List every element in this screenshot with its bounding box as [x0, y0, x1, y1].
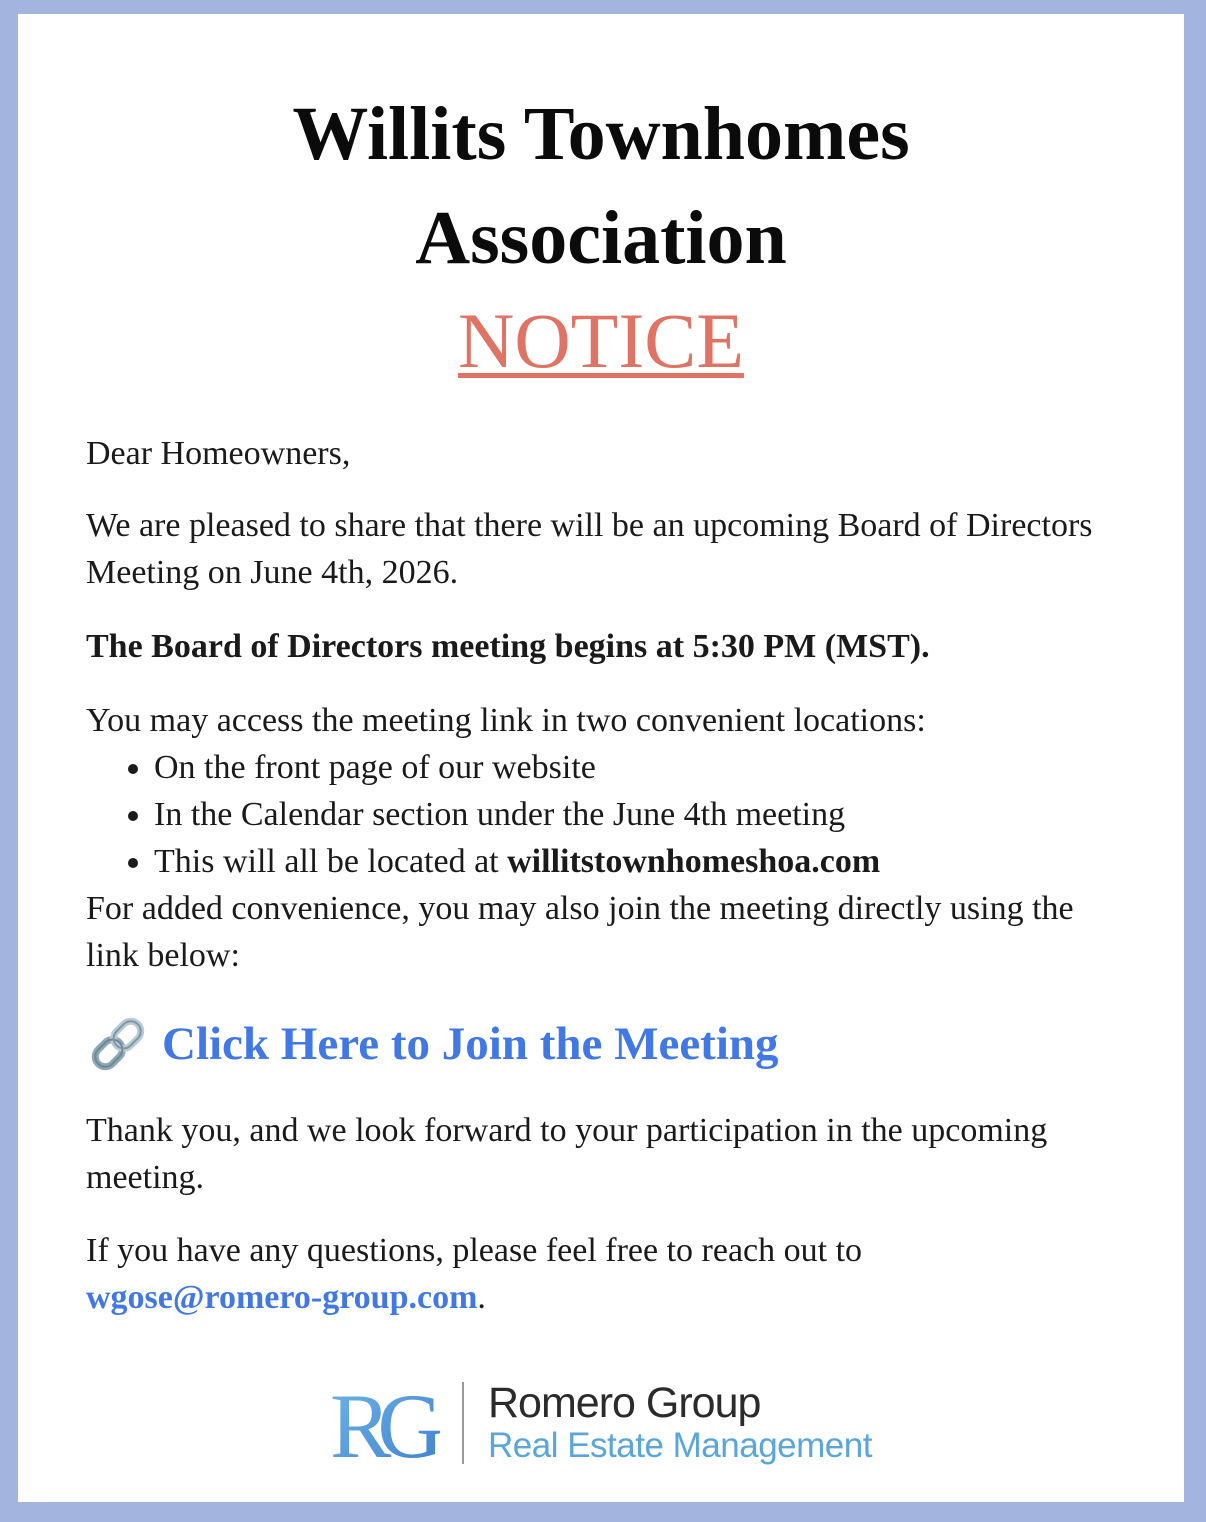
list-item: • On the front page of our website — [154, 744, 1116, 791]
page-title — [86, 82, 1116, 290]
list-item: • In the Calendar section under the June 4th meeting — [154, 791, 1116, 838]
join-meeting-row — [86, 1009, 1116, 1079]
company-tagline: Real Estate Management — [488, 1426, 872, 1465]
logo-text — [488, 1380, 872, 1466]
questions-prefix: If you have any questions, please feel free to reach out to — [86, 1232, 863, 1269]
title-line-1: Willits Townhomes — [292, 92, 910, 176]
logo-divider — [462, 1382, 464, 1464]
rg-monogram-logo — [330, 1381, 440, 1465]
title-line-2: Association — [415, 196, 787, 280]
site-prefix: This will all be located at — [154, 843, 508, 880]
svg-text:RG: RG — [330, 1381, 430, 1465]
email-link[interactable]: wgose@romero-group.com — [86, 1279, 478, 1316]
thanks-paragraph: Thank you, and we look forward to your participation in the upcoming meeting. — [86, 1112, 1048, 1196]
list-item — [154, 838, 1116, 885]
meeting-time: The Board of Directors meeting begins at 5:30 PM (MST). — [86, 628, 930, 665]
link-icon — [86, 1012, 150, 1076]
direct-join-paragraph: For added convenience, you may also join the meeting directly using the link below: — [86, 890, 1074, 974]
company-name: Romero Group — [488, 1379, 761, 1427]
join-meeting-link[interactable]: Click Here to Join the Meeting — [162, 1018, 779, 1070]
romero-group-logo — [330, 1380, 872, 1466]
intro-paragraph: We are pleased to share that there will be an upcoming Board of Directors Meeting on June 4th, 2026. — [86, 507, 1093, 591]
website-text: willitstownhomeshoa.com — [507, 843, 881, 880]
access-intro: You may access the meeting link in two convenient locations: — [86, 702, 926, 739]
locations-list — [86, 744, 1116, 885]
questions-paragraph — [86, 1227, 1116, 1321]
questions-suffix: . — [477, 1279, 486, 1316]
notice-heading: NOTICE — [458, 297, 744, 384]
greeting: Dear Homeowners, — [86, 435, 351, 472]
notice-card — [18, 14, 1184, 1502]
